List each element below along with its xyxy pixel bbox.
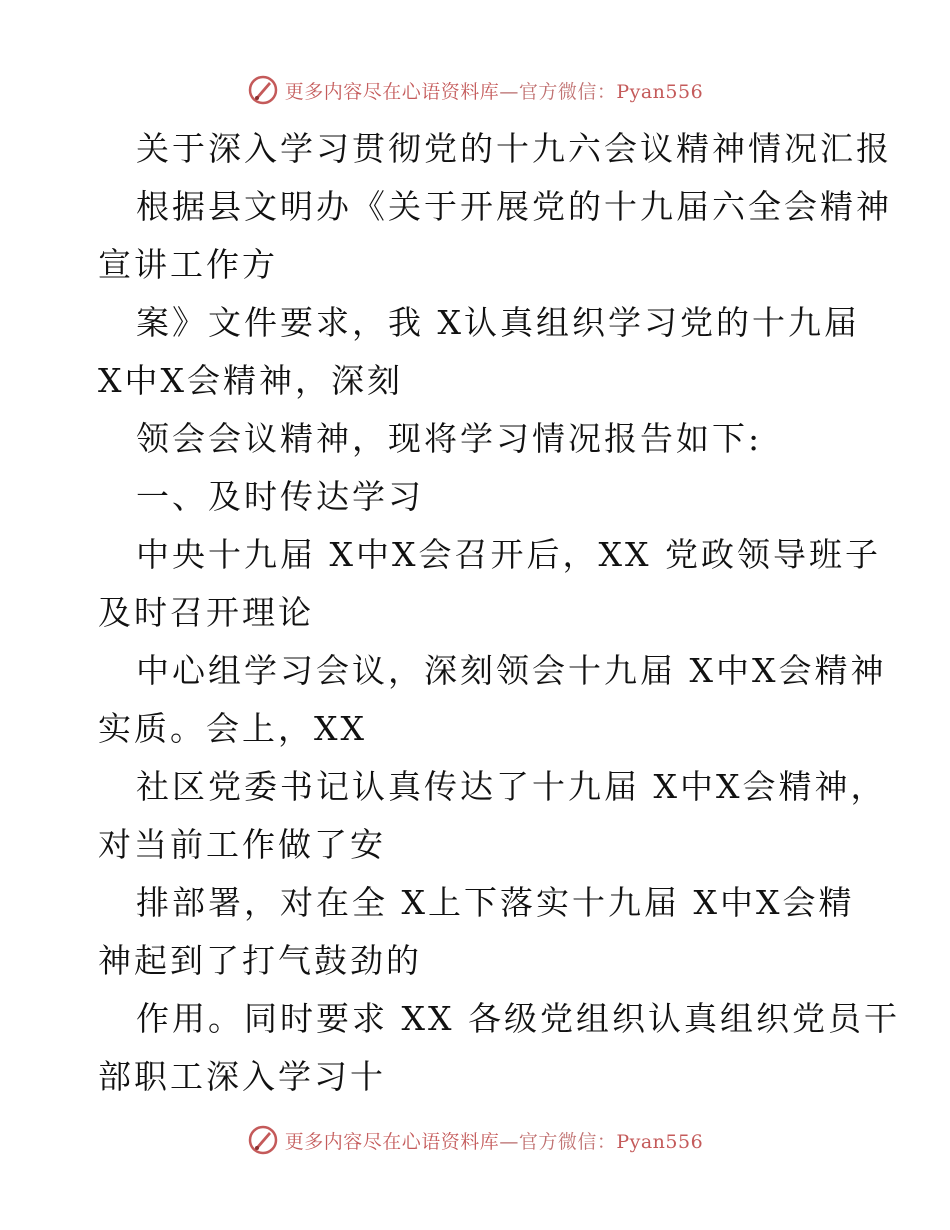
watermark-wechat-id: Pyan556 [616,1130,704,1153]
paragraph-line: 中心组学习会议，深刻领会十九届 X中X会精神 [136,651,887,690]
watermark-separator: — [499,80,519,103]
quill-logo-icon [247,74,279,106]
footer-watermark [0,1122,950,1158]
paragraph-line: 作用。同时要求 XX 各级党组织认真组织党员干 [136,999,900,1038]
document-body [98,120,900,1106]
document-title: 关于深入学习贯彻党的十九六会议精神情况汇报 [136,129,892,168]
watermark-wechat-id: Pyan556 [616,80,704,103]
header-watermark [0,72,950,108]
watermark-text [285,77,703,104]
watermark-wechat-label: 官方微信： [518,1130,617,1153]
watermark-separator: — [499,1130,519,1153]
paragraph-line: 中央十九届 X中X会召开后，XX 党政领导班子 [136,535,881,574]
paragraph-line: 社区党委书记认真传达了十九届 X中X会精神， [136,767,887,806]
paragraph-line: 领会会议精神，现将学习情况报告如下: [136,419,763,458]
paragraph-line: 部职工深入学习十 [98,1057,386,1096]
paragraph-line: 实质。会上，XX [98,709,367,748]
paragraph-line: 根据县文明办《关于开展党的十九届六全会精神 [136,187,892,226]
watermark-wechat-label: 官方微信： [518,80,617,103]
paragraph-line: 排部署，对在全 X上下落实十九届 X中X会精 [136,883,855,922]
quill-logo-icon [247,1124,279,1156]
paragraph-line: X中X会精神，深刻 [98,361,403,400]
section-heading: 一、及时传达学习 [136,477,424,516]
watermark-brand: 更多内容尽在心语资料库 [284,80,500,103]
paragraph-line: 对当前工作做了安 [98,825,386,864]
paragraph-line: 宣讲工作方 [98,245,278,284]
paragraph-line: 神起到了打气鼓劲的 [98,941,422,980]
paragraph-line: 及时召开理论 [98,593,314,632]
watermark-brand: 更多内容尽在心语资料库 [284,1130,500,1153]
watermark-text [285,1127,703,1154]
paragraph-line: 案》文件要求，我 X认真组织学习党的十九届 [136,303,860,342]
